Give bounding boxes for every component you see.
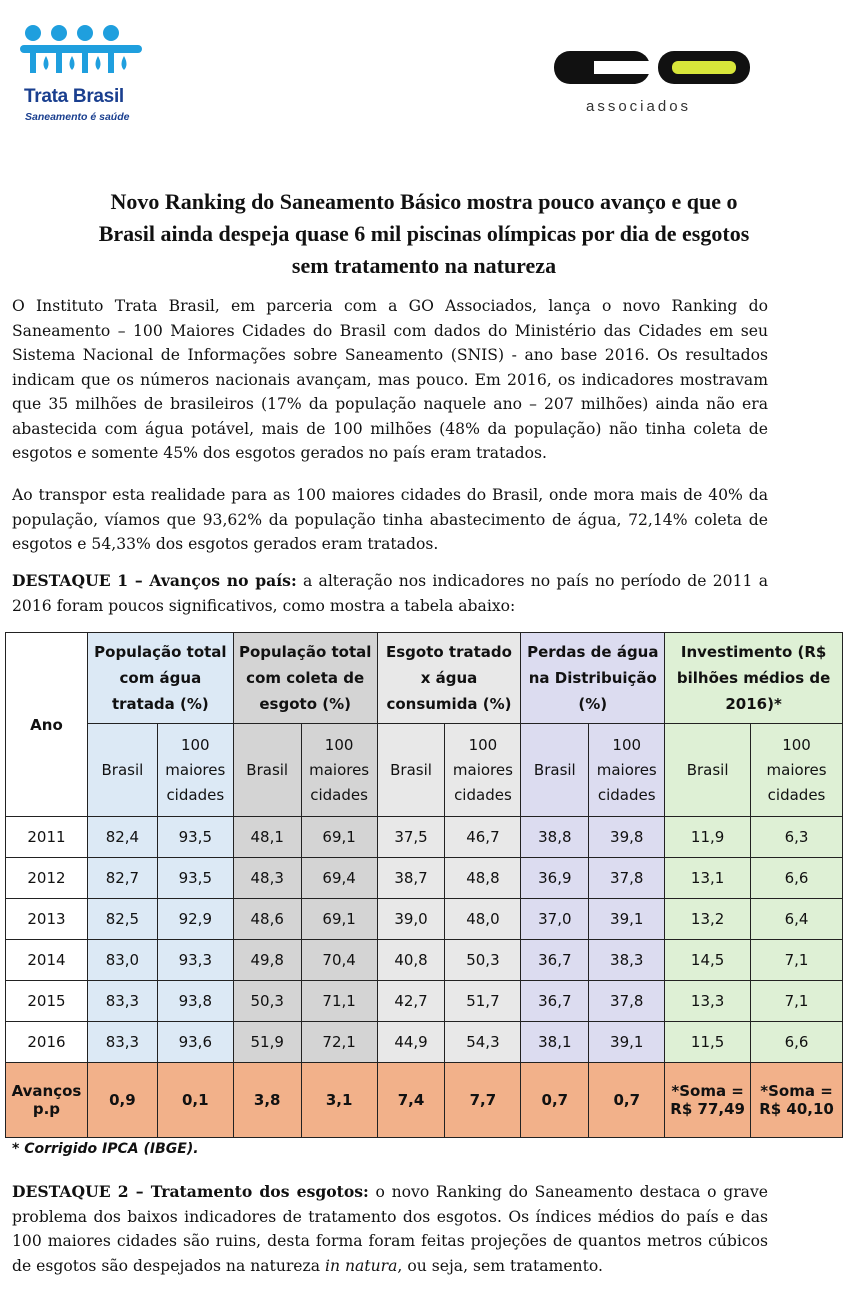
value-cell: 39,1 xyxy=(589,1022,665,1063)
value-cell: 36,9 xyxy=(521,858,589,899)
value-cell: 6,6 xyxy=(751,1022,843,1063)
go-subtitle: associados xyxy=(586,98,692,115)
total-cell: 0,9 xyxy=(87,1063,157,1138)
headline-line: Novo Ranking do Saneamento Básico mostra pouco avanço e que o xyxy=(110,189,738,214)
value-cell: 70,4 xyxy=(301,940,377,981)
sub-brasil: Brasil xyxy=(521,724,589,817)
value-cell: 7,1 xyxy=(751,940,843,981)
group-header-losses: Perdas de água na Distribuição (%) xyxy=(521,633,665,724)
indicators-table xyxy=(5,632,843,1138)
sub-100-cities xyxy=(157,724,233,817)
footnote: * Corrigido IPCA (IBGE). xyxy=(12,1141,199,1157)
go-logo-mark xyxy=(554,48,754,88)
go-associados-logo xyxy=(554,48,754,118)
value-cell: 48,1 xyxy=(233,817,301,858)
value-cell: 14,5 xyxy=(665,940,751,981)
year-row xyxy=(6,940,843,981)
value-cell: 48,0 xyxy=(445,899,521,940)
year-cell: 2011 xyxy=(6,817,88,858)
value-cell: 93,6 xyxy=(157,1022,233,1063)
sub-100-line: cidades xyxy=(454,785,512,804)
value-cell: 13,3 xyxy=(665,981,751,1022)
value-cell: 93,5 xyxy=(157,858,233,899)
totals-row xyxy=(6,1063,843,1138)
year-row xyxy=(6,899,843,940)
year-cell: 2014 xyxy=(6,940,88,981)
subheader-row xyxy=(6,724,843,817)
trata-brasil-logo xyxy=(20,22,160,132)
sub-100-line: cidades xyxy=(767,785,826,804)
value-cell: 50,3 xyxy=(233,981,301,1022)
year-header: Ano xyxy=(6,633,88,817)
sub-100-line: 100 xyxy=(782,735,811,754)
value-cell: 6,6 xyxy=(751,858,843,899)
value-cell: 51,7 xyxy=(445,981,521,1022)
sub-100-line: 100 xyxy=(324,735,354,754)
destaque-1-paragraph xyxy=(12,569,768,618)
trata-brasil-drops-icon xyxy=(20,22,160,84)
value-cell: 11,9 xyxy=(665,817,751,858)
destaque-2-label: DESTAQUE 2 – Tratamento dos esgotos: xyxy=(12,1182,369,1201)
destaque-2-text-end: , ou seja, sem tratamento. xyxy=(397,1256,603,1275)
value-cell: 50,3 xyxy=(445,940,521,981)
intro-paragraph: O Instituto Trata Brasil, em parceria com a GO Associados, lança o novo Ranking do Saneamento – 100 Maiores Cidades do Brasil com dados do Ministério das Cidades em seu Sistema Nacional de Informações sobre Saneamento (SNIS) - ano base 2016. Os resultados indicam que os números nacionais avançam, mas pouco. Em 2016, os indicadores mostravam que 35 milhões de brasileiros (17% da população naquele ano – 207 milhões) ainda não era abastecida com água potável, mais de 100 milhões (48% da população) não tinha coleta de esgotos e somente 45% dos esgotos gerados no país eram tratados. xyxy=(12,297,768,462)
value-cell: 37,5 xyxy=(377,817,445,858)
soma-brasil xyxy=(665,1063,751,1138)
year-row xyxy=(6,1022,843,1063)
value-cell: 82,5 xyxy=(87,899,157,940)
value-cell: 82,7 xyxy=(87,858,157,899)
total-cell: 0,1 xyxy=(157,1063,233,1138)
value-cell: 6,4 xyxy=(751,899,843,940)
totals-label-line: p.p xyxy=(32,1100,61,1118)
year-row xyxy=(6,858,843,899)
value-cell: 69,1 xyxy=(301,817,377,858)
value-cell: 46,7 xyxy=(445,817,521,858)
soma-100-cities xyxy=(751,1063,843,1138)
sub-100-line: maiores xyxy=(309,760,370,779)
destaque-2-italic: in natura xyxy=(325,1256,398,1275)
value-cell: 44,9 xyxy=(377,1022,445,1063)
value-cell: 71,1 xyxy=(301,981,377,1022)
headline-line: Brasil ainda despeja quase 6 mil piscinas olímpicas por dia de esgotos xyxy=(98,221,750,246)
total-cell: 0,7 xyxy=(589,1063,665,1138)
value-cell: 92,9 xyxy=(157,899,233,940)
totals-label-line: Avanços xyxy=(11,1082,82,1100)
value-cell: 11,5 xyxy=(665,1022,751,1063)
value-cell: 7,1 xyxy=(751,981,843,1022)
soma-100-line: R$ 40,10 xyxy=(759,1100,834,1118)
total-cell: 7,7 xyxy=(445,1063,521,1138)
value-cell: 39,8 xyxy=(589,817,665,858)
destaque-1-text: a alteração nos indicadores no país no período de 2011 a 2016 foram poucos significativos, como mostra a tabela abaixo: xyxy=(12,572,768,615)
sub-brasil: Brasil xyxy=(87,724,157,817)
value-cell: 38,3 xyxy=(589,940,665,981)
soma-brasil-line: R$ 77,49 xyxy=(670,1100,745,1118)
value-cell: 48,6 xyxy=(233,899,301,940)
value-cell: 83,3 xyxy=(87,1022,157,1063)
value-cell: 40,8 xyxy=(377,940,445,981)
headline-line: sem tratamento na natureza xyxy=(291,253,557,278)
value-cell: 38,1 xyxy=(521,1022,589,1063)
value-cell: 42,7 xyxy=(377,981,445,1022)
sub-100-cities xyxy=(445,724,521,817)
value-cell: 39,1 xyxy=(589,899,665,940)
year-cell: 2015 xyxy=(6,981,88,1022)
value-cell: 13,1 xyxy=(665,858,751,899)
total-cell: 3,8 xyxy=(233,1063,301,1138)
value-cell: 72,1 xyxy=(301,1022,377,1063)
year-cell: 2013 xyxy=(6,899,88,940)
value-cell: 93,8 xyxy=(157,981,233,1022)
value-cell: 69,1 xyxy=(301,899,377,940)
year-cell: 2016 xyxy=(6,1022,88,1063)
cities-paragraph: Ao transpor esta realidade para as 100 maiores cidades do Brasil, onde mora mais de 40% da população, víamos que 93,62% da população tinha abastecimento de água, 72,14% coleta de esgotos e 54,33% dos esgotos gerados eram tratados. xyxy=(12,486,768,553)
value-cell: 69,4 xyxy=(301,858,377,899)
destaque-2-paragraph xyxy=(12,1180,768,1278)
total-cell: 3,1 xyxy=(301,1063,377,1138)
value-cell: 38,7 xyxy=(377,858,445,899)
total-cell: 7,4 xyxy=(377,1063,445,1138)
group-header-sewage: População total com coleta de esgoto (%) xyxy=(233,633,377,724)
sub-100-line: cidades xyxy=(597,785,656,804)
value-cell: 51,9 xyxy=(233,1022,301,1063)
totals-label xyxy=(6,1063,88,1138)
value-cell: 37,8 xyxy=(589,858,665,899)
sub-100-line: 100 xyxy=(180,735,210,754)
sub-100-line: maiores xyxy=(452,760,513,779)
sub-100-line: maiores xyxy=(165,760,226,779)
trata-brasil-tagline: Saneamento é saúde xyxy=(25,111,130,123)
value-cell: 37,8 xyxy=(589,981,665,1022)
value-cell: 37,0 xyxy=(521,899,589,940)
trata-brasil-name: Trata Brasil xyxy=(24,86,124,107)
sub-100-cities xyxy=(751,724,843,817)
sub-100-line: cidades xyxy=(166,785,225,804)
year-row xyxy=(6,981,843,1022)
value-cell: 36,7 xyxy=(521,940,589,981)
group-header-water: População total com água tratada (%) xyxy=(87,633,233,724)
year-cell: 2012 xyxy=(6,858,88,899)
sub-100-line: cidades xyxy=(310,785,368,804)
sub-100-line: 100 xyxy=(468,735,498,754)
sub-brasil: Brasil xyxy=(377,724,445,817)
sub-100-cities xyxy=(301,724,377,817)
value-cell: 36,7 xyxy=(521,981,589,1022)
headline xyxy=(10,186,838,282)
sub-brasil: Brasil xyxy=(665,724,751,817)
destaque-1-label: DESTAQUE 1 – Avanços no país: xyxy=(12,571,297,590)
value-cell: 48,8 xyxy=(445,858,521,899)
soma-brasil-line: *Soma = xyxy=(671,1082,744,1100)
sub-100-line: 100 xyxy=(612,735,642,754)
destaque-2-text: o novo Ranking do Saneamento destaca o grave problema dos baixos indicadores de tratamento dos esgotos. Os índices médios do país e das 100 maiores cidades são ruins, desta forma foram feitas projeções de quantos metros cúbicos de esgotos são despejados na natureza xyxy=(12,1183,768,1275)
value-cell: 48,3 xyxy=(233,858,301,899)
value-cell: 38,8 xyxy=(521,817,589,858)
group-header-treated: Esgoto tratado x água consumida (%) xyxy=(377,633,521,724)
value-cell: 83,3 xyxy=(87,981,157,1022)
value-cell: 93,3 xyxy=(157,940,233,981)
value-cell: 49,8 xyxy=(233,940,301,981)
value-cell: 39,0 xyxy=(377,899,445,940)
sub-100-cities xyxy=(589,724,665,817)
value-cell: 83,0 xyxy=(87,940,157,981)
sub-brasil: Brasil xyxy=(233,724,301,817)
year-rows xyxy=(6,817,843,1063)
total-cell: 0,7 xyxy=(521,1063,589,1138)
sub-100-line: maiores xyxy=(596,760,657,779)
value-cell: 82,4 xyxy=(87,817,157,858)
year-row xyxy=(6,817,843,858)
soma-100-line: *Soma = xyxy=(760,1082,833,1100)
value-cell: 93,5 xyxy=(157,817,233,858)
value-cell: 13,2 xyxy=(665,899,751,940)
group-header-investment: Investimento (R$ bilhões médios de 2016)* xyxy=(665,633,843,724)
sub-100-line: maiores xyxy=(766,760,827,779)
value-cell: 6,3 xyxy=(751,817,843,858)
value-cell: 54,3 xyxy=(445,1022,521,1063)
